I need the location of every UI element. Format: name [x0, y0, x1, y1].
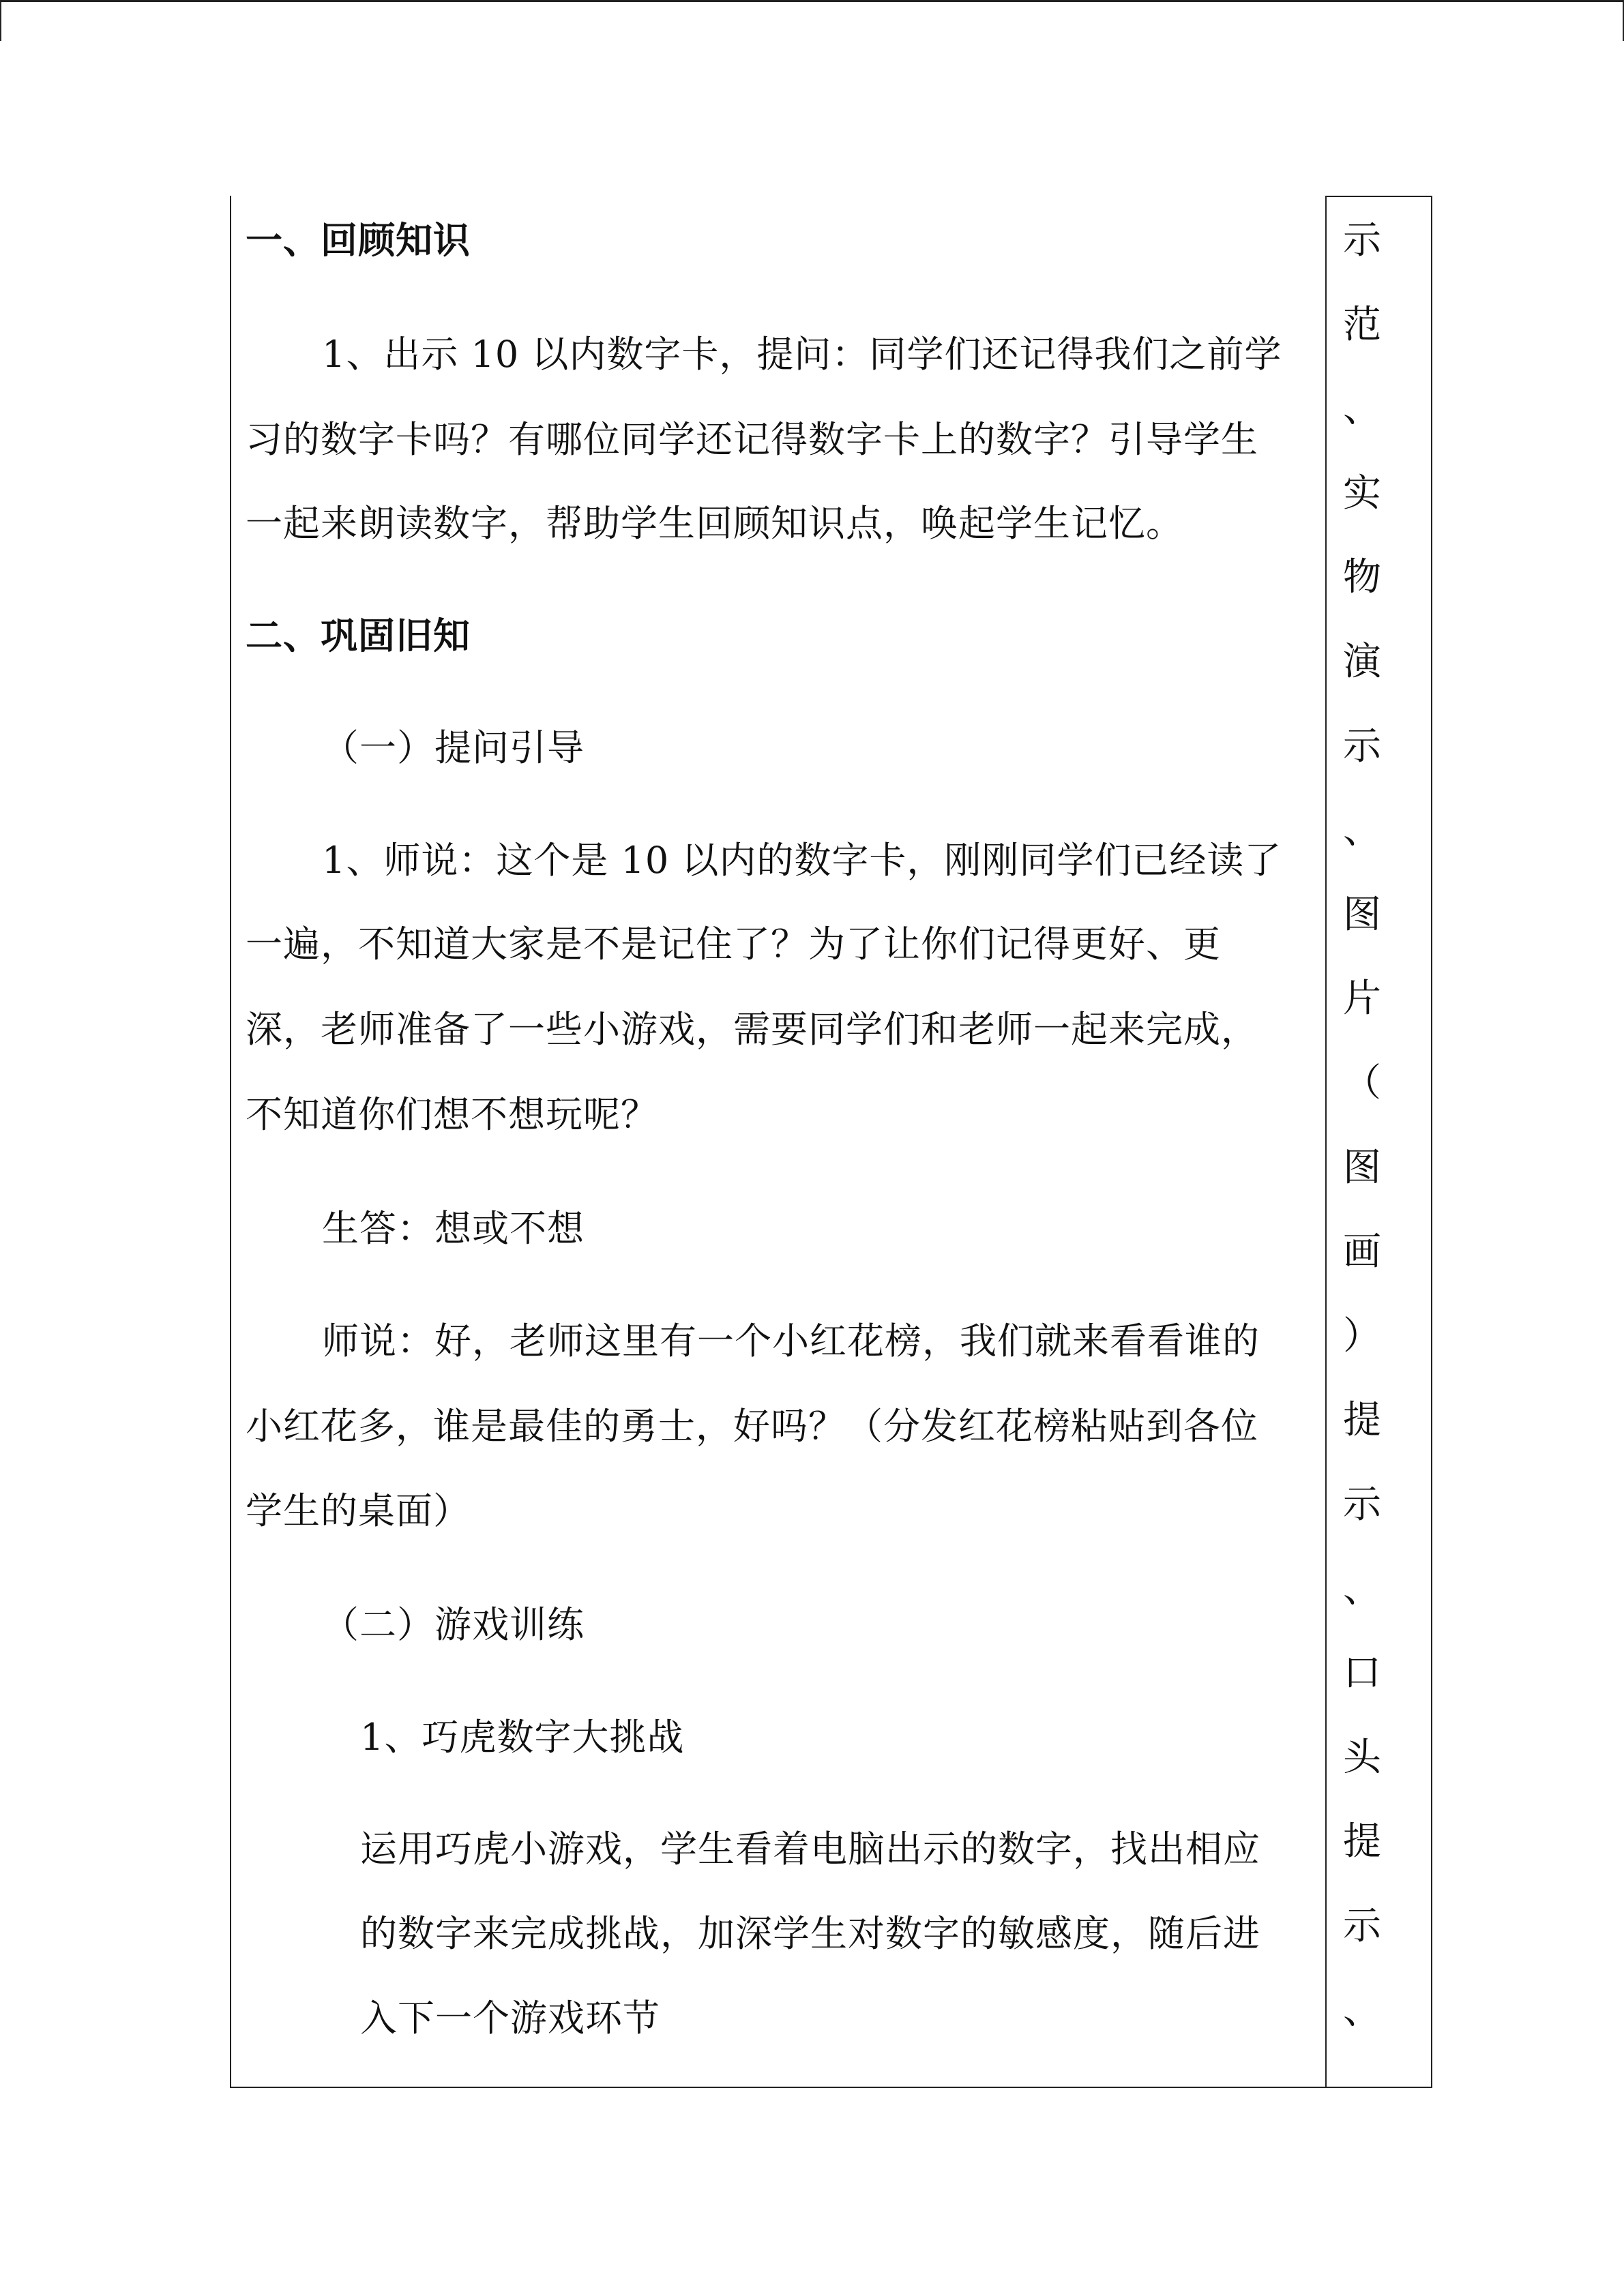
- side-char: 、: [1343, 387, 1381, 431]
- paragraph-line: 的数字来完成挑战，加深学生对数字的敏感度，随后进: [360, 1912, 1260, 1955]
- side-char: 口: [1343, 1651, 1381, 1695]
- side-char: ）: [1343, 1314, 1381, 1358]
- side-char: 实: [1343, 471, 1381, 516]
- side-char: 提: [1343, 1819, 1381, 1864]
- paragraph-line: 深，老师准备了一些小游戏，需要同学们和老师一起来完成，: [246, 1008, 1258, 1051]
- paragraph-line: 小红花多，谁是最佳的勇士，好吗？（分发红花榜粘贴到各位: [246, 1405, 1258, 1448]
- side-char: 片: [1343, 976, 1381, 1021]
- side-char: 示: [1343, 1904, 1381, 1948]
- page-left-border: [0, 0, 1, 41]
- side-char: 、: [1343, 1567, 1381, 1611]
- paragraph-line: 1、师说：这个是 10 以内的数字卡，刚刚同学们已经读了: [322, 839, 1282, 882]
- page-top-border: [0, 0, 1624, 2]
- side-char: 图: [1343, 893, 1381, 937]
- subsection-title-games: （二）游戏训练: [322, 1603, 585, 1646]
- student-answer: 生答：想或不想: [322, 1207, 585, 1250]
- paragraph-line: 一起来朗读数字，帮助学生回顾知识点，唤起学生记忆。: [246, 502, 1183, 545]
- side-char: 范: [1343, 303, 1381, 347]
- game-title: 1、巧虎数字大挑战: [360, 1716, 685, 1759]
- side-char: 、: [1343, 808, 1381, 852]
- paragraph-line: 不知道你们想不想玩呢？: [246, 1093, 658, 1136]
- side-char: 画: [1343, 1229, 1381, 1274]
- lesson-content-cell: [230, 196, 1327, 2088]
- section-title-consolidate: 二、巩固旧知: [246, 614, 471, 657]
- side-char: 示: [1343, 1482, 1381, 1527]
- paragraph-line: 习的数字卡吗？有哪位同学还记得数字卡上的数字？引导学生: [246, 418, 1258, 461]
- side-char: 示: [1343, 724, 1381, 769]
- side-char: 头: [1343, 1735, 1381, 1780]
- side-char: 提: [1343, 1398, 1381, 1442]
- side-char: 物: [1343, 555, 1381, 599]
- paragraph-line: 一遍，不知道大家是不是记住了？为了让你们记得更好、更: [246, 923, 1221, 966]
- paragraph-line: 入下一个游戏环节: [360, 1997, 660, 2040]
- side-char: 演: [1343, 640, 1381, 684]
- paragraph-line: 运用巧虎小游戏，学生看着电脑出示的数字，找出相应: [360, 1828, 1260, 1870]
- side-char: 图: [1343, 1146, 1381, 1190]
- subsection-title-questions: （一）提问引导: [322, 726, 585, 769]
- section-title-review: 一、回顾知识: [246, 218, 471, 262]
- paragraph-line: 师说：好，老师这里有一个小红花榜，我们就来看看谁的: [322, 1320, 1260, 1362]
- paragraph-line: 学生的桌面）: [246, 1489, 471, 1532]
- side-char: （: [1343, 1061, 1381, 1105]
- side-char: 、: [1343, 1988, 1381, 2033]
- paragraph-line: 1、出示 10 以内数字卡，提问：同学们还记得我们之前学: [322, 333, 1282, 376]
- side-char: 示: [1343, 218, 1381, 263]
